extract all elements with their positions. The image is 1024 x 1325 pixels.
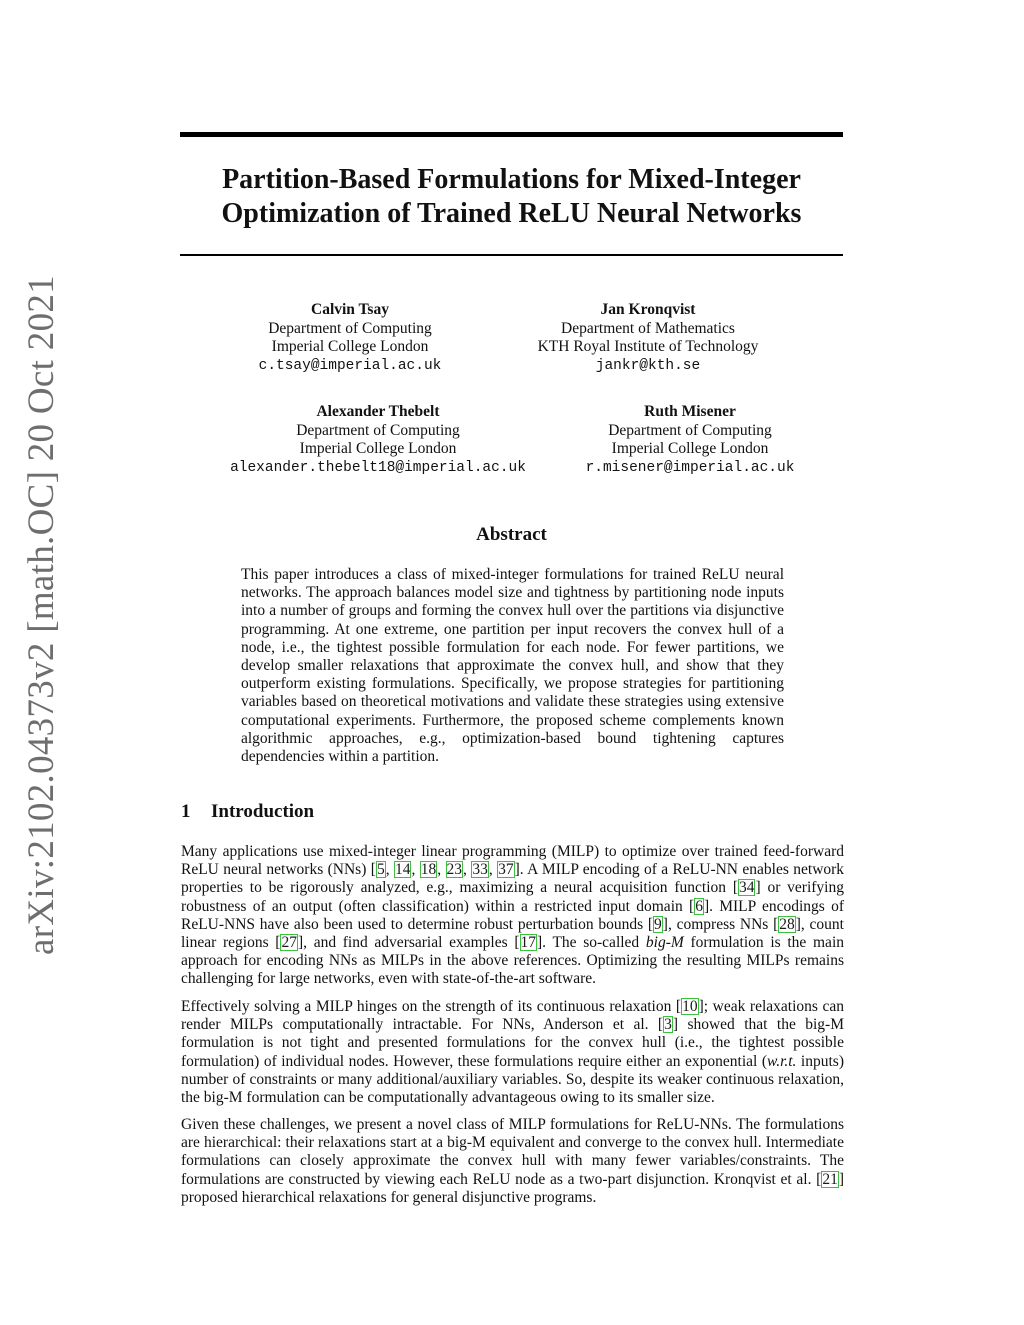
author-institution: KTH Royal Institute of Technology bbox=[537, 338, 759, 355]
emphasis: w.r.t. bbox=[767, 1052, 797, 1070]
author-name: Ruth Misener bbox=[644, 403, 736, 420]
title-line-1: Partition-Based Formulations for Mixed-Integer bbox=[222, 164, 801, 195]
section-number: 1 bbox=[181, 801, 191, 822]
citation-link[interactable]: 6 bbox=[695, 897, 703, 915]
intro-paragraph-1: Many applications use mixed-integer linear programming (MILP) to optimize over trained feed-forward ReLU neural networks (NNs) [5, 14, 18, 23, 33, 37]. A MILP encoding of a ReLU-NN enables network properties to be rigorously analyzed, e.g., maximizing a neural acquisition function [34] or verifying robustness of an output (often classification) within a restricted input domain [6]. MILP encodings of ReLU-NNS have also been used to determine robust perturbation bounds [9], compress NNs [28], count linear regions [27], and find adversarial examples [17]. The so-called big-M formulation is the main approach for encoding NNs as MILPs in the above references. Optimizing the resulting MILPs remains challenging for large networks, even with state-of-the-art software. bbox=[181, 843, 845, 988]
citation-link[interactable]: 28 bbox=[779, 915, 795, 933]
citation-link[interactable]: 17 bbox=[520, 934, 536, 952]
citation-link[interactable]: 3 bbox=[664, 1016, 672, 1034]
citation-link[interactable]: 5 bbox=[376, 861, 385, 879]
author-name: Alexander Thebelt bbox=[316, 403, 440, 420]
citation-link[interactable]: 18 bbox=[420, 861, 437, 879]
author-institution: Imperial College London bbox=[299, 440, 457, 457]
emphasis: big-M bbox=[645, 934, 684, 952]
citation-link[interactable]: 14 bbox=[394, 861, 411, 879]
title-top-rule bbox=[180, 132, 843, 137]
citation-link[interactable]: 37 bbox=[498, 861, 514, 879]
author-block bbox=[510, 403, 870, 477]
author-department: Department of Mathematics bbox=[561, 319, 735, 337]
citation-link[interactable]: 23 bbox=[446, 861, 463, 879]
author-institution: Imperial College London bbox=[611, 440, 769, 457]
author-email[interactable]: jankr@kth.se bbox=[595, 357, 701, 374]
citation-link[interactable]: 34 bbox=[738, 879, 755, 897]
title-line-2: Optimization of Trained ReLU Neural Networks bbox=[221, 198, 802, 229]
section-title: Introduction bbox=[211, 801, 315, 822]
author-department: Department of Computing bbox=[268, 319, 432, 337]
intro-paragraph-2: Effectively solving a MILP hinges on the strength of its continuous relaxation [10]; weak relaxations can render MILPs computationally intractable. For NNs, Anderson et al. [3] showed that the big-M formulation is not tight and presented formulations for the convex hull (i.e., the tightest possible formulation) of individual nodes. However, these formulations require either an exponential (w.r.t. inputs) number of constraints or many additional/auxiliary variables. So, despite its weaker continuous relaxation, the big-M formulation can be computationally advantageous owing to its smaller size. bbox=[181, 998, 845, 1107]
citation-link[interactable]: 10 bbox=[682, 998, 698, 1015]
arxiv-stamp: arXiv:2102.04373v2 [math.OC] 20 Oct 2021 bbox=[21, 275, 62, 955]
author-block bbox=[198, 403, 558, 477]
title-bottom-rule bbox=[180, 254, 843, 256]
citation-link[interactable]: 21 bbox=[822, 1170, 838, 1188]
paper-title bbox=[180, 163, 843, 231]
author-department: Department of Computing bbox=[296, 421, 460, 439]
author-name: Calvin Tsay bbox=[311, 301, 389, 318]
citation-link[interactable]: 33 bbox=[472, 861, 488, 879]
citation-link[interactable]: 9 bbox=[654, 915, 662, 933]
abstract-text: This paper introduces a class of mixed-integer formulations for trained ReLU neural networks. The approach balances model size and tightness by partitioning node inputs into a number of groups and forming the convex hull over the partitions via disjunctive programming. At one extreme, one partition per input recovers the convex hull of a node, i.e., the tightest possible formulation for each node. For fewer partitions, we develop smaller relaxations that approximate the convex hull, and show that they outperform existing formulations. Specifically, we propose strategies for partitioning variables based on theoretical motivations and validate these strategies using extensive computational experiments. Furthermore, the proposed scheme complements known algorithmic approaches, e.g., optimization-based bound tightening captures dependencies within a partition. bbox=[241, 566, 784, 766]
author-block bbox=[468, 301, 828, 375]
abstract-heading: Abstract bbox=[476, 524, 547, 545]
intro-paragraph-3: Given these challenges, we present a novel class of MILP formulations for ReLU-NNs. The formulations are hierarchical: their relaxations start at a big-M equivalent and converge to the convex hull. Intermediate formulations can closely approximate the convex hull with many fewer variables/constraints. The formulations are constructed by viewing each ReLU node as a two-part disjunction. Kronqvist et al. [21] proposed hierarchical relaxations for general disjunctive programs. bbox=[181, 1116, 844, 1206]
author-name: Jan Kronqvist bbox=[600, 301, 696, 318]
author-department: Department of Computing bbox=[608, 421, 772, 439]
author-email[interactable]: c.tsay@imperial.ac.uk bbox=[258, 357, 442, 374]
author-institution: Imperial College London bbox=[271, 338, 429, 355]
author-email[interactable]: r.misener@imperial.ac.uk bbox=[585, 459, 795, 476]
citation-link[interactable]: 27 bbox=[281, 934, 297, 952]
author-email[interactable]: alexander.thebelt18@imperial.ac.uk bbox=[230, 459, 526, 476]
section-heading bbox=[181, 801, 314, 823]
